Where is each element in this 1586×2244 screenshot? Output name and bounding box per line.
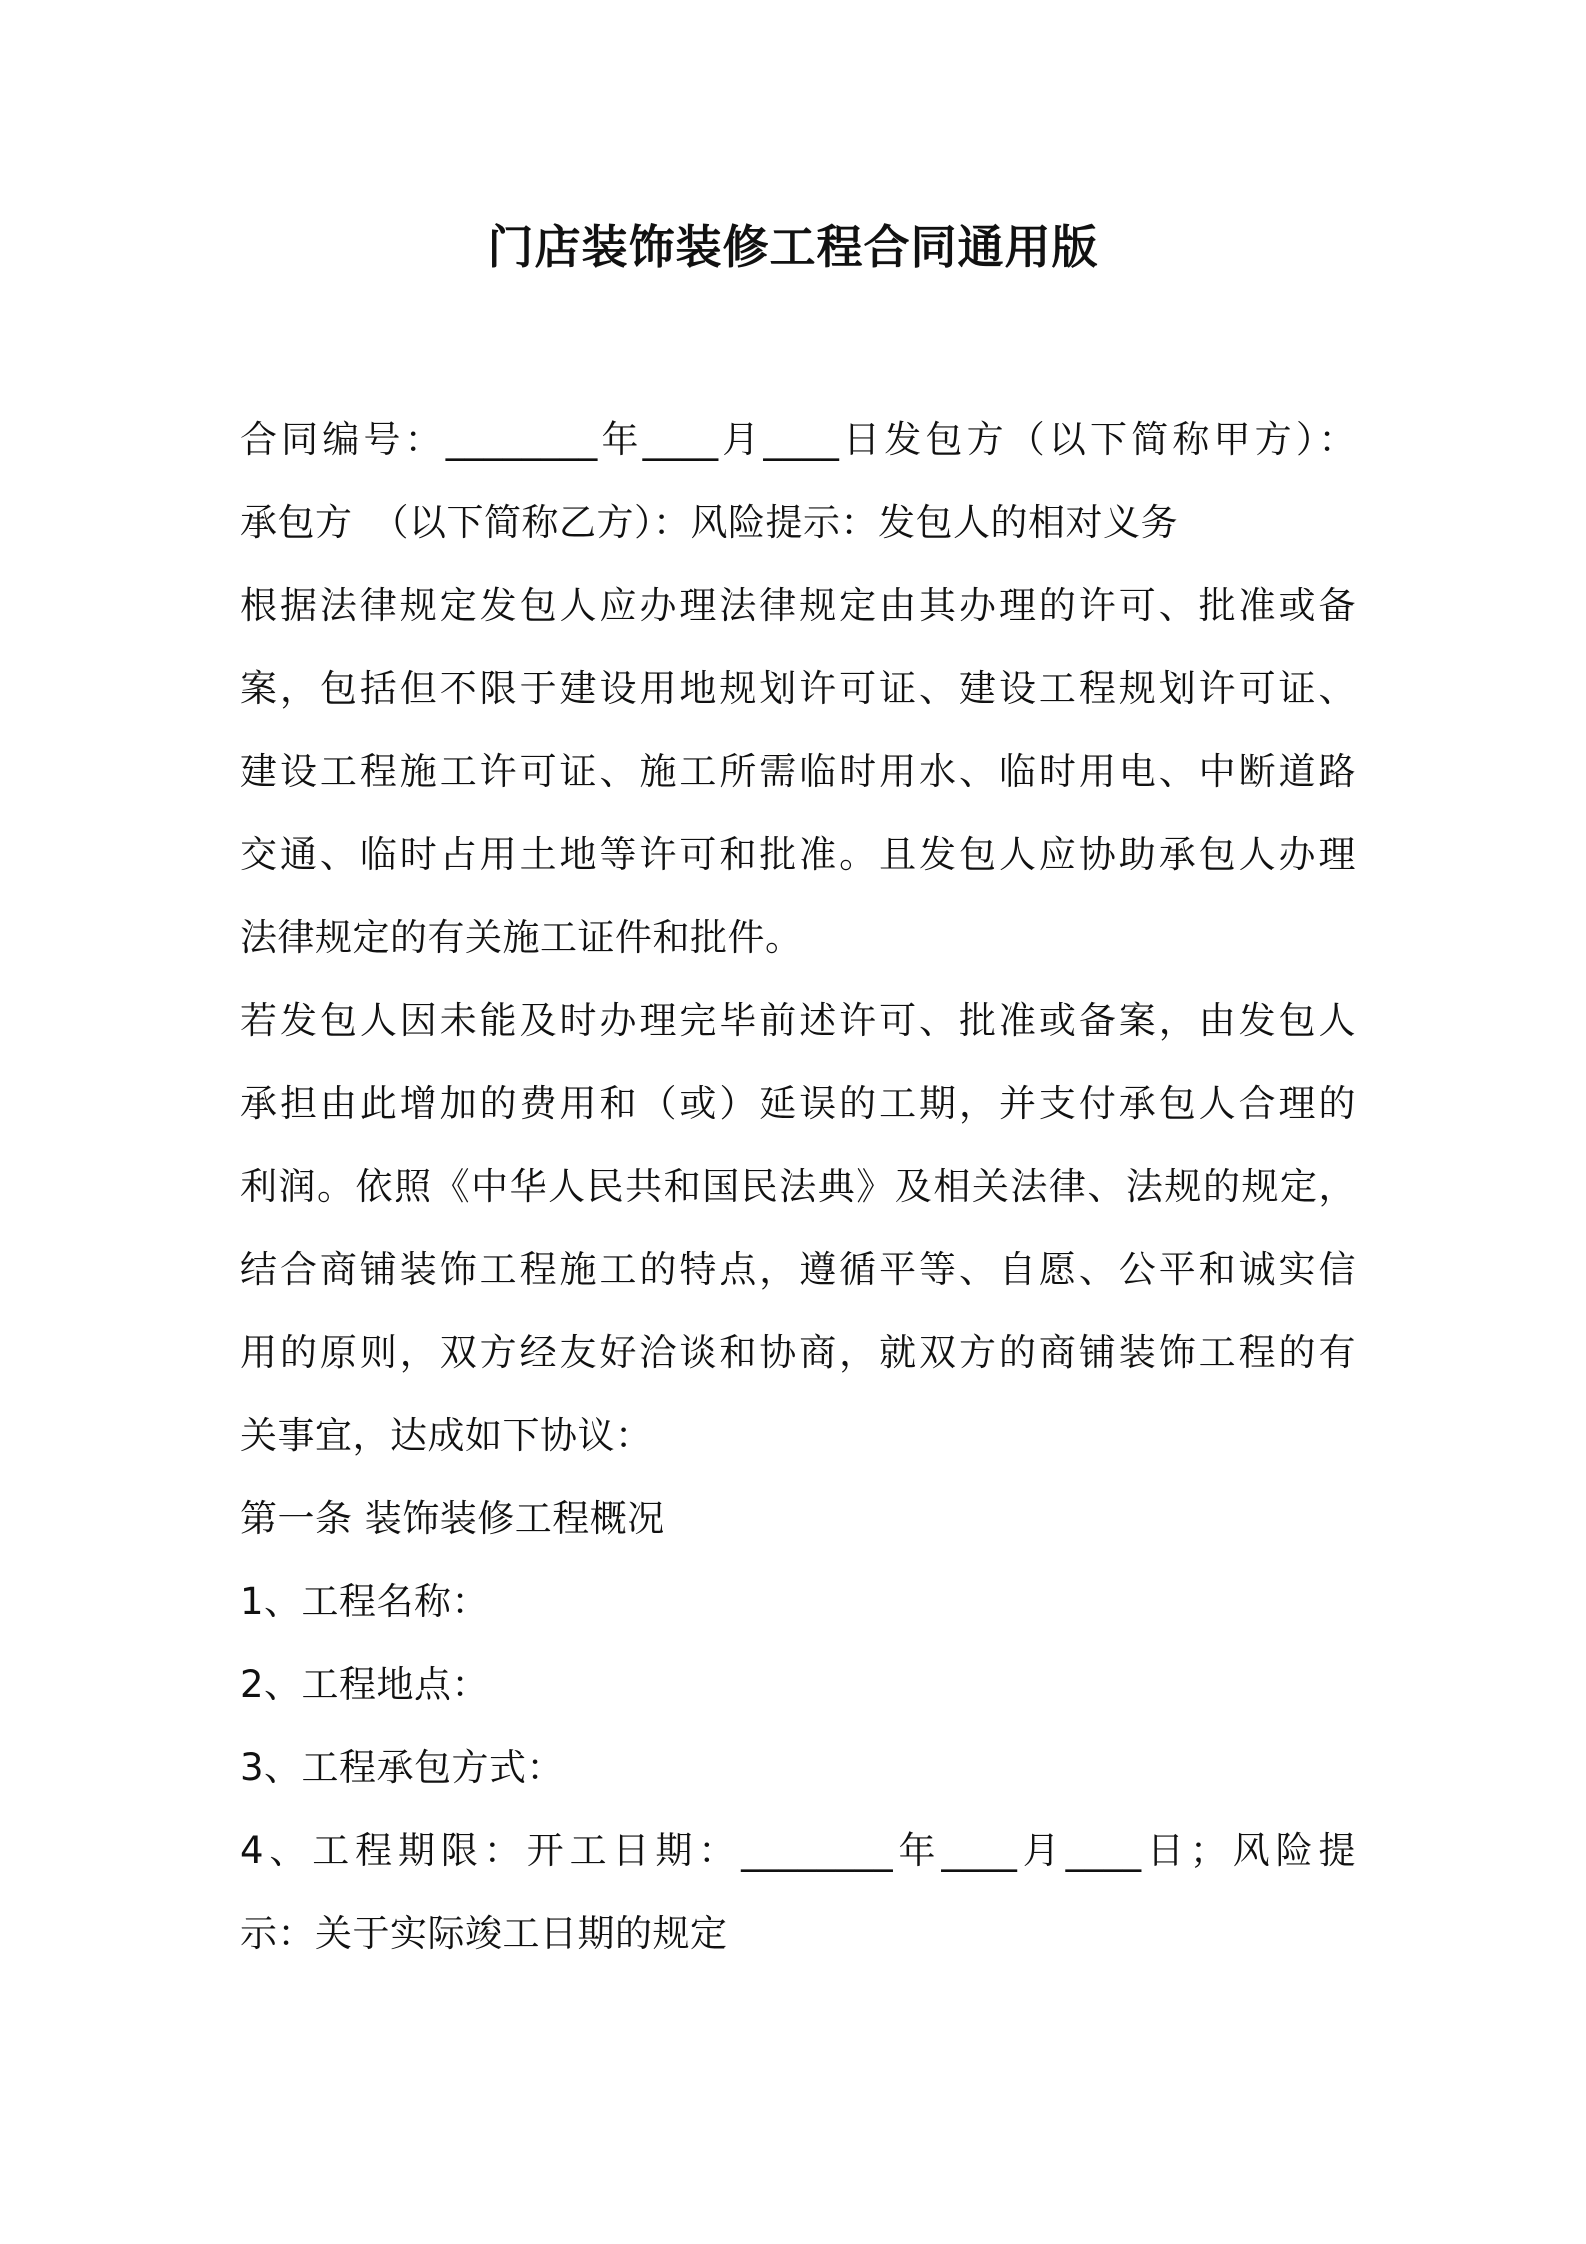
paragraph-line: 关事宜，达成如下协议： xyxy=(240,1414,653,1457)
contract-method-item: 3、工程承包方式： xyxy=(240,1746,565,1789)
paragraph-line: 交通、临时占用土地等许可和批准。且发包人应协助承包人办理 xyxy=(240,833,1356,876)
paragraph-line: 结合商铺装饰工程施工的特点，遵循平等、自愿、公平和诚实信 xyxy=(240,1248,1356,1291)
contract-number-line: 合同编号：________年____月____日发包方（以下简称甲方）： xyxy=(240,418,1356,461)
paragraph-line: 承担由此增加的费用和（或）延误的工期，并支付承包人合理的 xyxy=(240,1082,1356,1125)
project-name-item: 1、工程名称： xyxy=(240,1580,490,1623)
project-term-item: 4、工程期限：开工日期：________年____月____日；风险提 xyxy=(240,1829,1356,1872)
paragraph-line: 案，包括但不限于建设用地规划许可证、建设工程规划许可证、 xyxy=(240,667,1356,710)
paragraph-line: 建设工程施工许可证、施工所需临时用水、临时用电、中断道路 xyxy=(240,750,1356,793)
paragraph-line: 若发包人因未能及时办理完毕前述许可、批准或备案，由发包人 xyxy=(240,999,1356,1042)
document-title: 门店装饰装修工程合同通用版 xyxy=(487,220,1099,274)
paragraph-line: 利润。依照《中华人民共和国民法典》及相关法律、法规的规定， xyxy=(240,1165,1356,1208)
paragraph-line: 根据法律规定发包人应办理法律规定由其办理的许可、批准或备 xyxy=(240,584,1356,627)
paragraph-line: 法律规定的有关施工证件和批件。 xyxy=(240,916,803,959)
project-location-item: 2、工程地点： xyxy=(240,1663,490,1706)
contractor-line: 承包方 （以下简称乙方）：风险提示：发包人的相对义务 xyxy=(240,501,1178,544)
project-term-item-continued: 示：关于实际竣工日期的规定 xyxy=(240,1912,728,1955)
paragraph-line: 用的原则，双方经友好洽谈和协商，就双方的商铺装饰工程的有 xyxy=(240,1331,1356,1374)
document-body xyxy=(240,398,1356,1975)
article-heading: 第一条 装饰装修工程概况 xyxy=(240,1497,665,1540)
